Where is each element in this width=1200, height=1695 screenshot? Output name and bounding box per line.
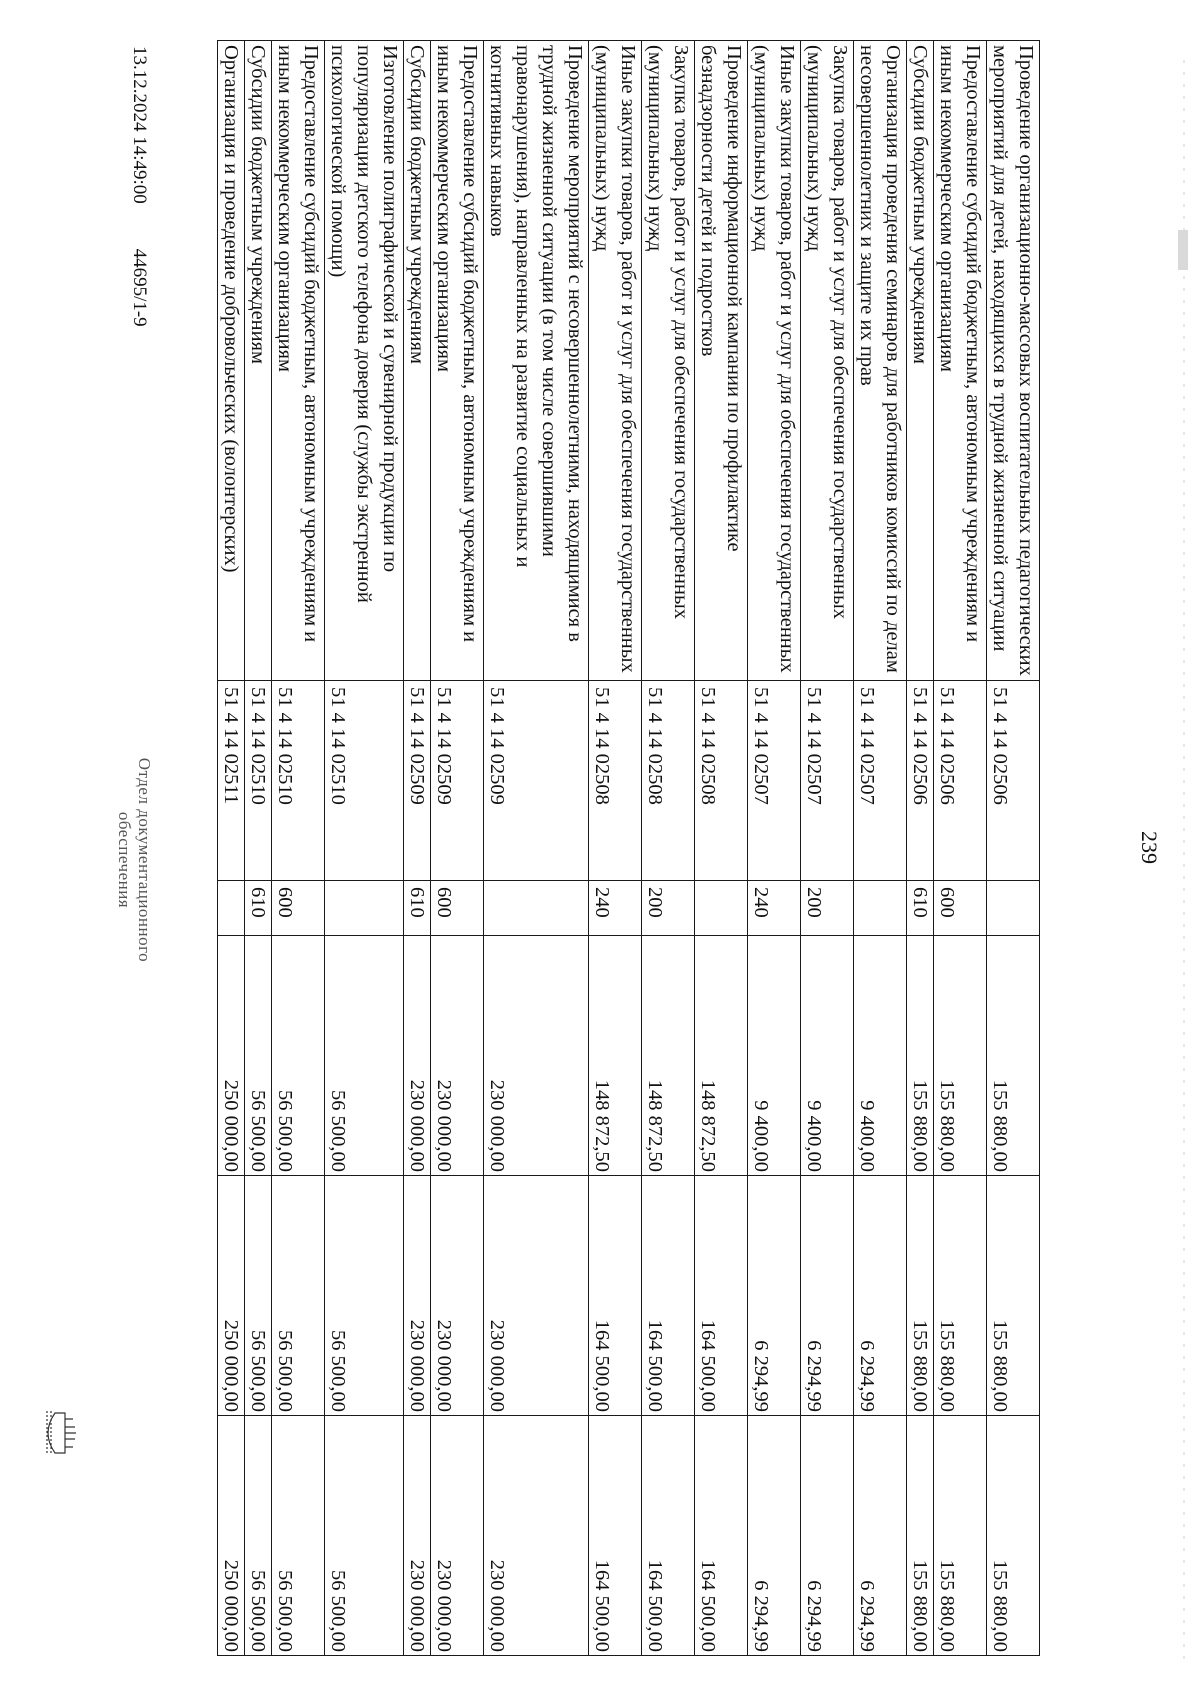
row-vr-cell [695,881,748,936]
scan-edge-marks [1170,60,1200,1660]
row-code-cell: 51 4 14 02507 [801,681,854,881]
row-amount-2025-cell: 155 880,00 [907,1176,934,1416]
row-code-cell: 51 4 14 02508 [589,681,642,881]
row-amount-2026-cell: 56 500,00 [325,1416,404,1656]
row-code-cell: 51 4 14 02510 [325,681,404,881]
row-name-cell: Субсидии бюджетным учреждениям [245,41,272,681]
table-row [748,41,801,1656]
budget-table-body [218,41,1040,1656]
row-name-cell: Субсидии бюджетным учреждениям [907,41,934,681]
row-name-cell: Иные закупки товаров, работ и услуг для обеспечения государственных (муниципальных) нужд [748,41,801,681]
row-vr-cell: 600 [934,881,987,936]
row-name-cell: Проведение мероприятий с несовершеннолетними, находящимися в трудной жизненной ситуации (в том числе совершившими правонарушения), направленных на развитие социальных и когнитивных навыков [484,41,589,681]
table-row [272,41,325,1656]
table-row [854,41,907,1656]
row-amount-2025-cell: 230 000,00 [404,1176,431,1416]
row-name-cell: Организация и проведение добровольческих (волонтерских) [218,41,245,681]
row-amount-2025-cell: 56 500,00 [272,1176,325,1416]
row-vr-cell [854,881,907,936]
row-name-cell: Закупка товаров, работ и услуг для обеспечения государственных (муниципальных) нужд [801,41,854,681]
row-code-cell: 51 4 14 02509 [484,681,589,881]
row-amount-2026-cell: 6 294,99 [854,1416,907,1656]
row-amount-2026-cell: 155 880,00 [934,1416,987,1656]
row-amount-2025-cell: 164 500,00 [589,1176,642,1416]
row-amount-2026-cell: 6 294,99 [801,1416,854,1656]
row-code-cell: 51 4 14 02510 [272,681,325,881]
table-row [589,41,642,1656]
row-amount-2025-cell: 155 880,00 [934,1176,987,1416]
page-number: 239 [1137,831,1162,864]
row-name-cell: Предоставление субсидий бюджетным, автономным учреждениям и иным некоммерческим организациям [934,41,987,681]
row-amount-2026-cell: 230 000,00 [404,1416,431,1656]
row-code-cell: 51 4 14 02506 [987,681,1040,881]
row-amount-2025-cell: 56 500,00 [245,1176,272,1416]
rotated-page [115,40,1162,1655]
table-row [987,41,1040,1656]
row-name-cell: Изготовление полиграфической и сувенирной продукции по популяризации детского телефона доверия (службы экстренной психологической помощи) [325,41,404,681]
coat-of-arms-icon [24,1398,76,1468]
row-amount-2024-cell: 9 400,00 [854,936,907,1176]
row-amount-2025-cell: 230 000,00 [431,1176,484,1416]
row-vr-cell: 240 [748,881,801,936]
footer [128,46,150,367]
row-amount-2025-cell: 6 294,99 [801,1176,854,1416]
row-amount-2026-cell: 155 880,00 [987,1416,1040,1656]
table-row [934,41,987,1656]
table-row [695,41,748,1656]
table-row [907,41,934,1656]
row-amount-2024-cell: 230 000,00 [404,936,431,1176]
table-row [218,41,245,1656]
row-code-cell: 51 4 14 02510 [245,681,272,881]
footer-doc-number: 44695/1-9 [129,248,150,327]
row-code-cell: 51 4 14 02507 [854,681,907,881]
row-amount-2026-cell: 56 500,00 [272,1416,325,1656]
row-amount-2024-cell: 56 500,00 [272,936,325,1176]
row-code-cell: 51 4 14 02506 [907,681,934,881]
row-code-cell: 51 4 14 02508 [695,681,748,881]
row-amount-2024-cell: 155 880,00 [907,936,934,1176]
row-amount-2024-cell: 250 000,00 [218,936,245,1176]
stamp-line-1: Отдел документационного [135,757,154,963]
row-amount-2025-cell: 164 500,00 [695,1176,748,1416]
row-amount-2026-cell: 56 500,00 [245,1416,272,1656]
row-amount-2026-cell: 230 000,00 [484,1416,589,1656]
row-amount-2025-cell: 56 500,00 [325,1176,404,1416]
row-amount-2026-cell: 6 294,99 [748,1416,801,1656]
row-code-cell: 51 4 14 02509 [404,681,431,881]
row-vr-cell: 600 [272,881,325,936]
row-amount-2024-cell: 148 872,50 [589,936,642,1176]
row-vr-cell [325,881,404,936]
row-name-cell: Предоставление субсидий бюджетным, автономным учреждениям и иным некоммерческим организациям [272,41,325,681]
table-row [404,41,431,1656]
row-amount-2025-cell: 6 294,99 [748,1176,801,1416]
table-row [245,41,272,1656]
footer-datetime: 13.12.2024 14:49:00 [129,46,150,204]
table-row [484,41,589,1656]
row-code-cell: 51 4 14 02508 [642,681,695,881]
row-vr-cell: 200 [642,881,695,936]
row-vr-cell: 240 [589,881,642,936]
row-vr-cell: 610 [907,881,934,936]
row-vr-cell: 200 [801,881,854,936]
row-amount-2024-cell: 230 000,00 [431,936,484,1176]
row-name-cell: Проведение организационно-массовых воспитательных педагогических мероприятий для детей, находящихся в трудной жизненной ситуации [987,41,1040,681]
row-amount-2024-cell: 9 400,00 [748,936,801,1176]
row-amount-2024-cell: 148 872,50 [695,936,748,1176]
budget-table [217,40,1040,1656]
row-code-cell: 51 4 14 02506 [934,681,987,881]
row-vr-cell: 610 [404,881,431,936]
row-amount-2025-cell: 230 000,00 [484,1176,589,1416]
department-stamp [114,730,154,990]
row-amount-2026-cell: 155 880,00 [907,1416,934,1656]
row-name-cell: Субсидии бюджетным учреждениям [404,41,431,681]
table-row [431,41,484,1656]
row-amount-2026-cell: 164 500,00 [695,1416,748,1656]
row-code-cell: 51 4 14 02507 [748,681,801,881]
table-row [325,41,404,1656]
row-amount-2024-cell: 56 500,00 [245,936,272,1176]
row-code-cell: 51 4 14 02509 [431,681,484,881]
row-amount-2026-cell: 250 000,00 [218,1416,245,1656]
row-code-cell: 51 4 14 02511 [218,681,245,881]
row-amount-2024-cell: 155 880,00 [934,936,987,1176]
row-amount-2024-cell: 56 500,00 [325,936,404,1176]
table-row [642,41,695,1656]
row-vr-cell: 600 [431,881,484,936]
row-amount-2026-cell: 164 500,00 [642,1416,695,1656]
row-vr-cell [987,881,1040,936]
row-amount-2025-cell: 6 294,99 [854,1176,907,1416]
row-name-cell: Проведение информационной кампании по профилактике безнадзорности детей и подростков [695,41,748,681]
row-amount-2024-cell: 155 880,00 [987,936,1040,1176]
row-amount-2026-cell: 164 500,00 [589,1416,642,1656]
row-amount-2025-cell: 164 500,00 [642,1176,695,1416]
row-name-cell: Организация проведения семинаров для работников комиссий по делам несовершеннолетних и защите их прав [854,41,907,681]
table-row [801,41,854,1656]
row-vr-cell [484,881,589,936]
row-amount-2025-cell: 155 880,00 [987,1176,1040,1416]
row-amount-2024-cell: 148 872,50 [642,936,695,1176]
row-name-cell: Предоставление субсидий бюджетным, автономным учреждениям и иным некоммерческим организациям [431,41,484,681]
row-amount-2025-cell: 250 000,00 [218,1176,245,1416]
row-amount-2024-cell: 9 400,00 [801,936,854,1176]
row-amount-2024-cell: 230 000,00 [484,936,589,1176]
stamp-line-2: обеспечения [115,811,134,909]
row-vr-cell: 610 [245,881,272,936]
row-vr-cell [218,881,245,936]
row-name-cell: Иные закупки товаров, работ и услуг для обеспечения государственных (муниципальных) нужд [589,41,642,681]
row-amount-2026-cell: 230 000,00 [431,1416,484,1656]
row-name-cell: Закупка товаров, работ и услуг для обеспечения государственных (муниципальных) нужд [642,41,695,681]
